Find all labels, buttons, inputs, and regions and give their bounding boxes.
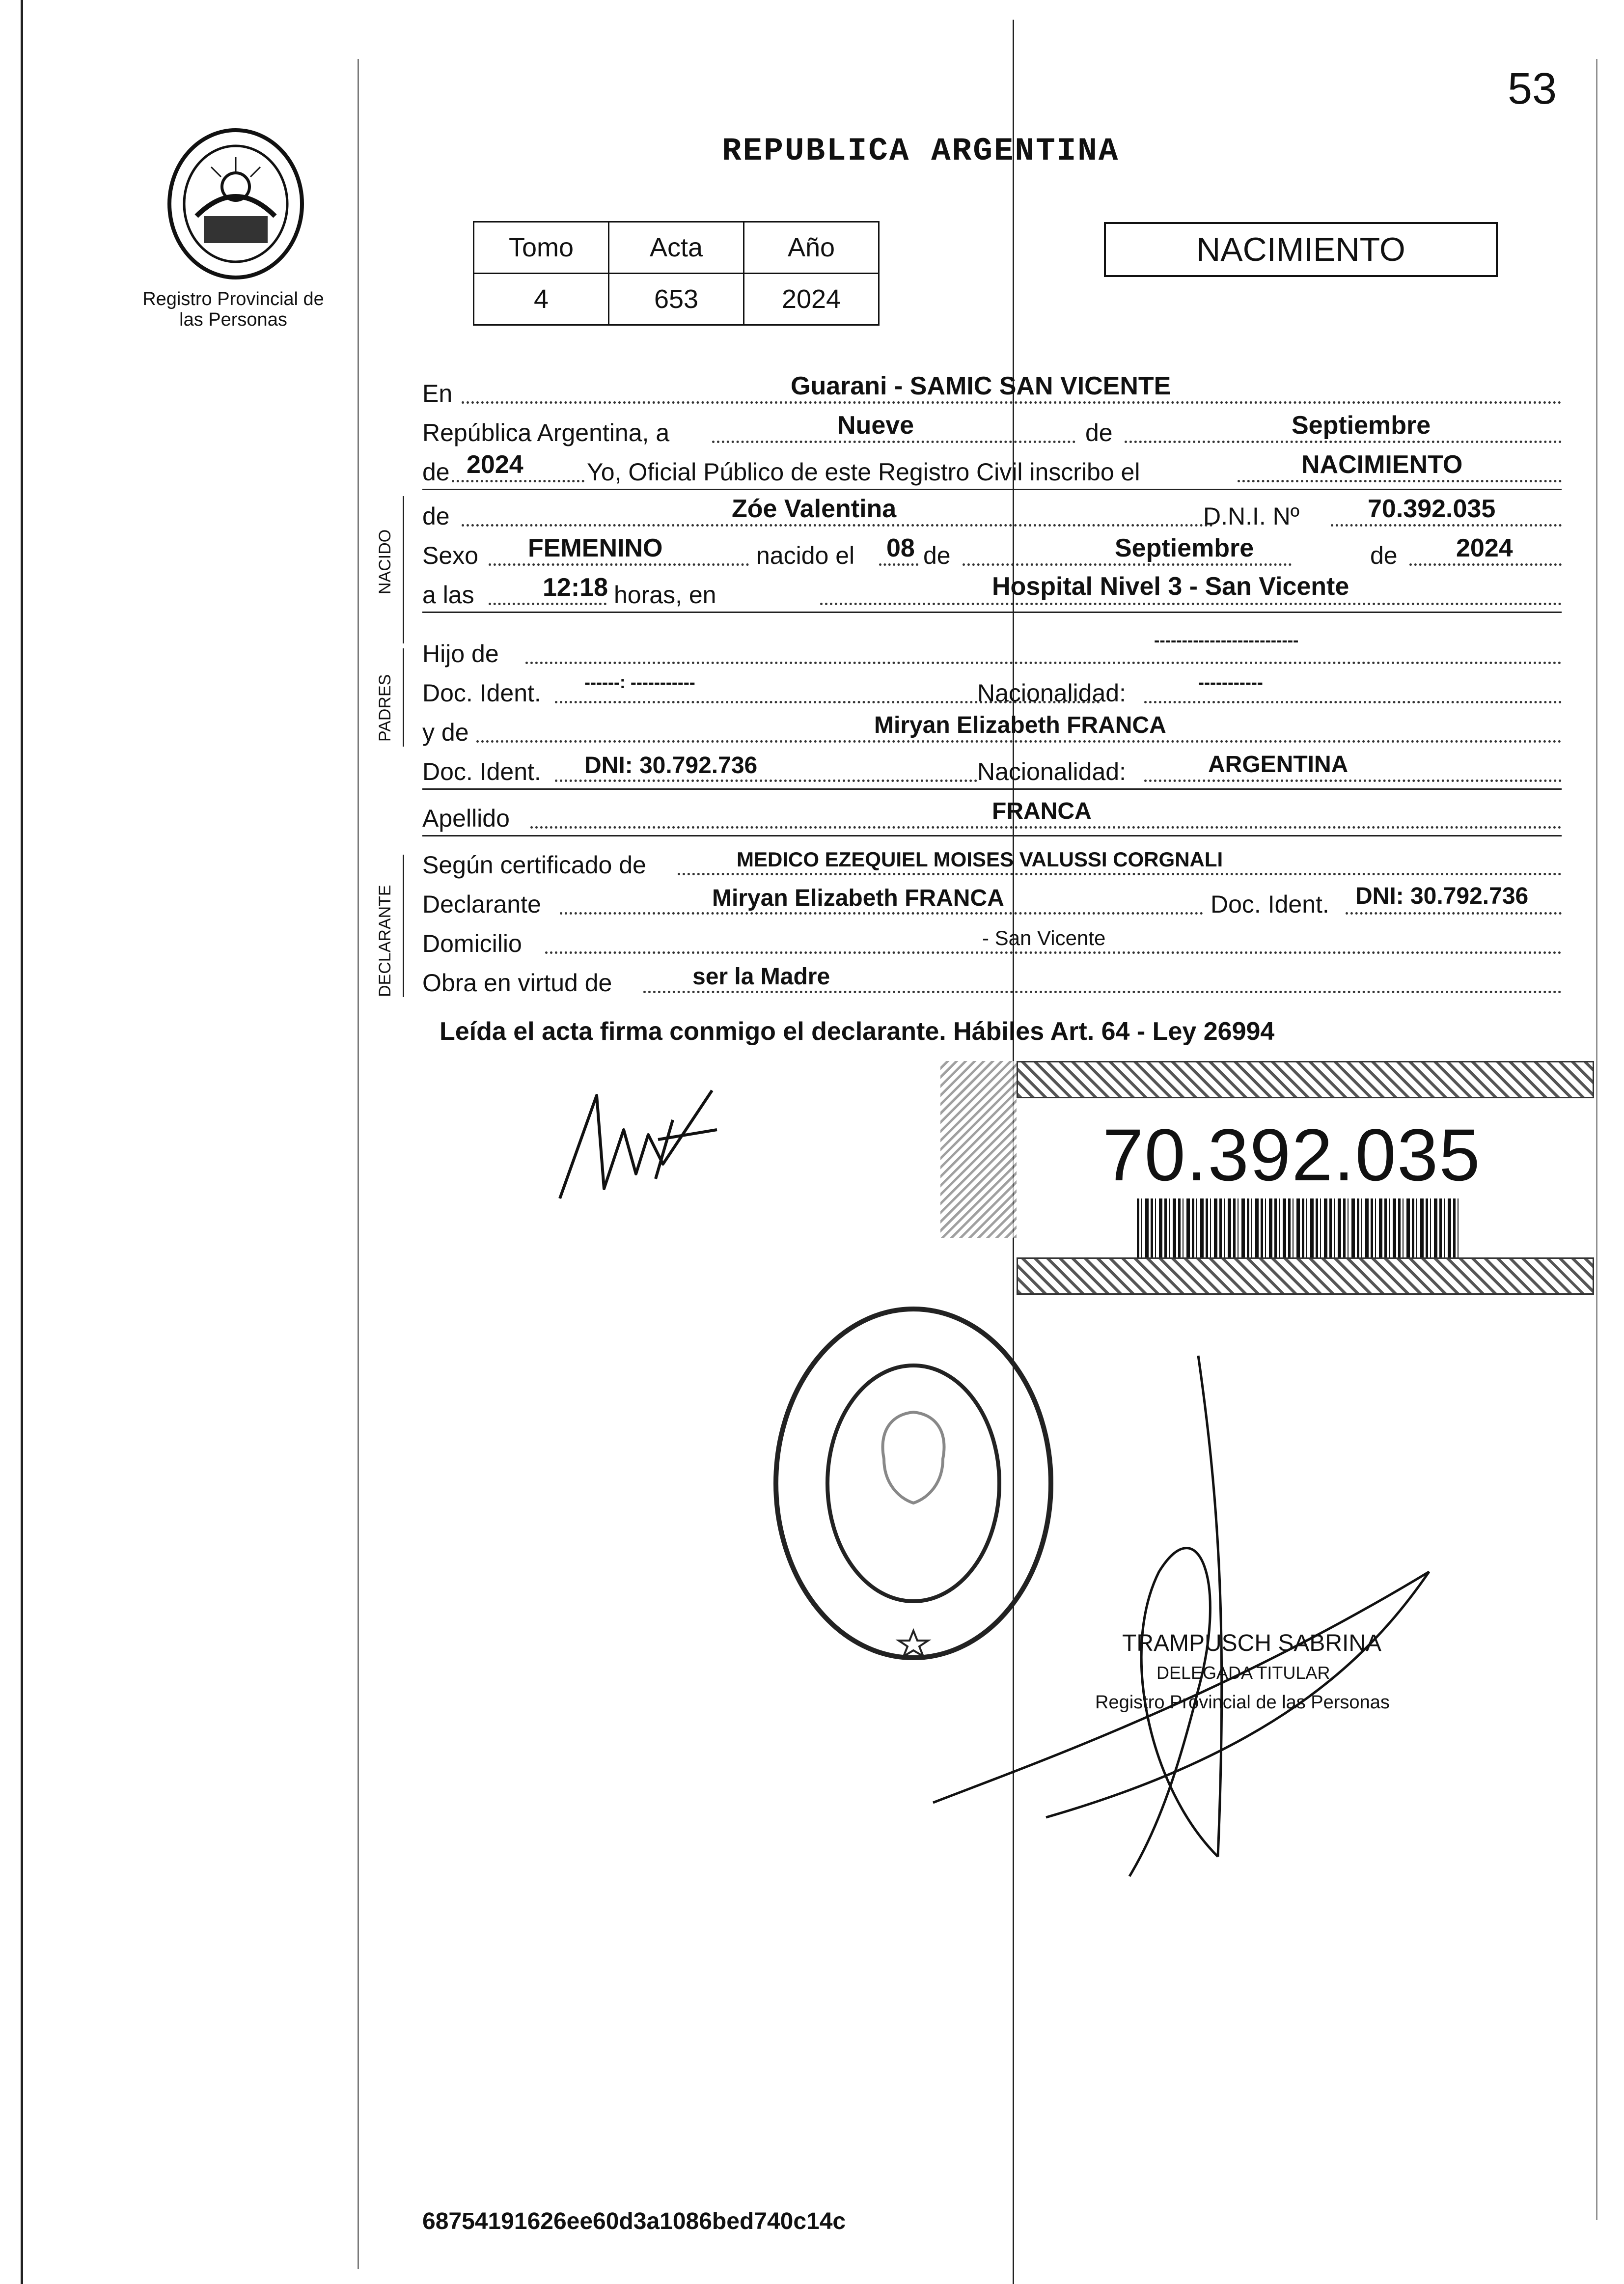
label-nacido-el: nacido el	[756, 542, 855, 569]
section-rule-declarante	[403, 855, 404, 997]
value-inscribo: NACIMIENTO	[1301, 450, 1463, 479]
label-de-name: de	[422, 502, 450, 530]
dots	[1331, 524, 1562, 527]
barcode-number: 70.392.035	[1102, 1114, 1481, 1196]
dots	[1144, 780, 1562, 782]
row-declarante	[422, 884, 1562, 919]
dots	[530, 826, 1562, 829]
row-oficial	[422, 452, 1562, 486]
dots	[1409, 563, 1562, 566]
row-domicilio	[422, 923, 1562, 958]
value-acta: 653	[609, 274, 744, 325]
row-republica	[422, 413, 1562, 447]
label-obra: Obra en virtud de	[422, 969, 612, 997]
security-band-bottom	[1017, 1257, 1594, 1295]
value-place-registry: Guarani - SAMIC SAN VICENTE	[791, 372, 1171, 400]
value-father-nat: -----------	[1198, 672, 1263, 692]
header-ano: Año	[744, 222, 879, 274]
label-certificado: Según certificado de	[422, 851, 646, 879]
label-doc-ident-mother: Doc. Ident.	[422, 758, 541, 785]
record-type-box: NACIMIENTO	[1104, 222, 1498, 277]
official-title: DELEGADA TITULAR	[1156, 1663, 1330, 1683]
value-birth-day: 08	[886, 534, 915, 562]
dots	[712, 441, 1075, 443]
value-birth-month: Septiembre	[1115, 534, 1254, 562]
value-child-name: Zóe Valentina	[732, 495, 897, 523]
label-domicilio: Domicilio	[422, 930, 522, 957]
value-obra: ser la Madre	[692, 964, 830, 990]
row-y-de	[422, 712, 1562, 747]
section-declarante: DECLARANTE	[376, 885, 394, 997]
label-de-birth-year: de	[1370, 542, 1398, 569]
separator	[422, 489, 1562, 490]
label-y-de: y de	[422, 719, 469, 746]
value-birth-place: Hospital Nivel 3 - San Vicente	[992, 572, 1349, 601]
value-declarante: Miryan Elizabeth FRANCA	[712, 885, 1004, 911]
dots	[1125, 441, 1562, 443]
row-father-doc	[422, 673, 1562, 707]
page-number: 53	[1508, 64, 1557, 113]
registry-label: Registro Provincial de las Personas	[142, 289, 324, 330]
header-acta: Acta	[609, 222, 744, 274]
value-sexo: FEMENINO	[528, 534, 663, 562]
left-border-line	[21, 0, 23, 2284]
value-father-name: --------------------------	[1154, 631, 1299, 650]
value-mother-nat: ARGENTINA	[1208, 752, 1349, 778]
province-seal	[157, 123, 314, 285]
dots	[545, 951, 1562, 954]
label-dni: D.N.I. Nº	[1203, 502, 1300, 530]
row-hijo-de	[422, 631, 1562, 668]
dots	[560, 912, 1203, 915]
dots	[525, 662, 1562, 664]
value-month: Septiembre	[1292, 411, 1431, 440]
value-year: 2024	[467, 450, 523, 479]
security-band-top	[1017, 1061, 1594, 1098]
official-signature	[923, 1346, 1473, 1896]
country-title: REPUBLICA ARGENTINA	[722, 133, 1120, 169]
dots	[462, 524, 1213, 527]
security-pattern	[940, 1061, 1017, 1238]
dots	[1238, 480, 1562, 482]
dots	[452, 480, 584, 482]
value-hour: 12:18	[543, 573, 608, 602]
value-birth-year: 2024	[1456, 534, 1513, 562]
row-mother-doc	[422, 752, 1562, 786]
dots	[643, 991, 1562, 993]
label-doc-ident: Doc. Ident.	[422, 679, 541, 707]
official-org: Registro Provincial de las Personas	[1095, 1692, 1390, 1713]
section-rule-padres	[403, 648, 404, 747]
value-day: Nueve	[837, 411, 914, 440]
row-sexo	[422, 535, 1562, 570]
label-declarante: Declarante	[422, 891, 541, 918]
margin-line	[358, 59, 359, 2269]
row-certificado	[422, 845, 1562, 879]
label-nacionalidad: Nacionalidad:	[977, 679, 1126, 707]
row-obra	[422, 963, 1562, 997]
label-apellido: Apellido	[422, 805, 510, 832]
label-decl-doc: Doc. Ident.	[1211, 891, 1329, 918]
dots	[462, 401, 1562, 404]
label-nacionalidad-mother: Nacionalidad:	[977, 758, 1126, 785]
dots	[489, 603, 606, 605]
row-apellido	[422, 798, 1562, 833]
label-sexo: Sexo	[422, 542, 478, 569]
dots	[879, 563, 918, 566]
label-de-birth: de	[923, 542, 951, 569]
label-de: de	[1085, 419, 1113, 446]
document-hash: 68754191626ee60d3a1086bed740c14c	[422, 2208, 846, 2234]
value-dni: 70.392.035	[1368, 495, 1496, 523]
separator	[422, 835, 1562, 836]
value-decl-doc: DNI: 30.792.736	[1355, 883, 1529, 909]
dots	[489, 563, 749, 566]
dots	[963, 563, 1292, 566]
label-a-las: a las	[422, 581, 474, 609]
value-apellido: FRANCA	[992, 798, 1092, 824]
section-rule-nacido	[403, 496, 404, 643]
dots	[678, 873, 1562, 875]
value-father-doc: ------: -----------	[584, 672, 695, 692]
barcode	[1137, 1198, 1461, 1257]
value-domicilio: - San Vicente	[982, 926, 1106, 949]
declarant-signature	[550, 1076, 727, 1208]
label-de-year: de	[422, 458, 450, 486]
row-en	[422, 373, 1562, 408]
dots	[476, 740, 1562, 743]
row-name	[422, 496, 1562, 530]
closing-statement: Leída el acta firma conmigo el declarante. Hábiles Art. 64 - Ley 26994	[440, 1017, 1275, 1046]
label-oficial: Yo, Oficial Público de este Registro Civil inscribo el	[587, 458, 1140, 486]
separator	[422, 612, 1562, 613]
value-ano: 2024	[744, 274, 879, 325]
label-en: En	[422, 380, 453, 407]
dots	[555, 780, 977, 782]
label-republica: República Argentina, a	[422, 419, 670, 446]
dots	[820, 603, 1562, 605]
official-name: TRAMPUSCH SABRINA	[1122, 1630, 1382, 1656]
value-mother-name: Miryan Elizabeth FRANCA	[874, 712, 1166, 738]
header-tomo: Tomo	[474, 222, 609, 274]
label-hijo-de: Hijo de	[422, 640, 499, 668]
dots	[1144, 701, 1562, 703]
label-horas-en: horas, en	[614, 581, 716, 609]
section-nacido: NACIDO	[376, 529, 394, 594]
row-hora	[422, 572, 1562, 609]
value-certificado: MEDICO EZEQUIEL MOISES VALUSSI CORGNALI	[737, 848, 1223, 871]
section-padres: PADRES	[376, 674, 394, 742]
value-tomo: 4	[474, 274, 609, 325]
right-margin-line	[1596, 59, 1597, 2220]
dots	[1346, 912, 1562, 915]
record-table	[473, 221, 880, 326]
value-mother-doc: DNI: 30.792.736	[584, 752, 758, 779]
separator	[422, 788, 1562, 790]
